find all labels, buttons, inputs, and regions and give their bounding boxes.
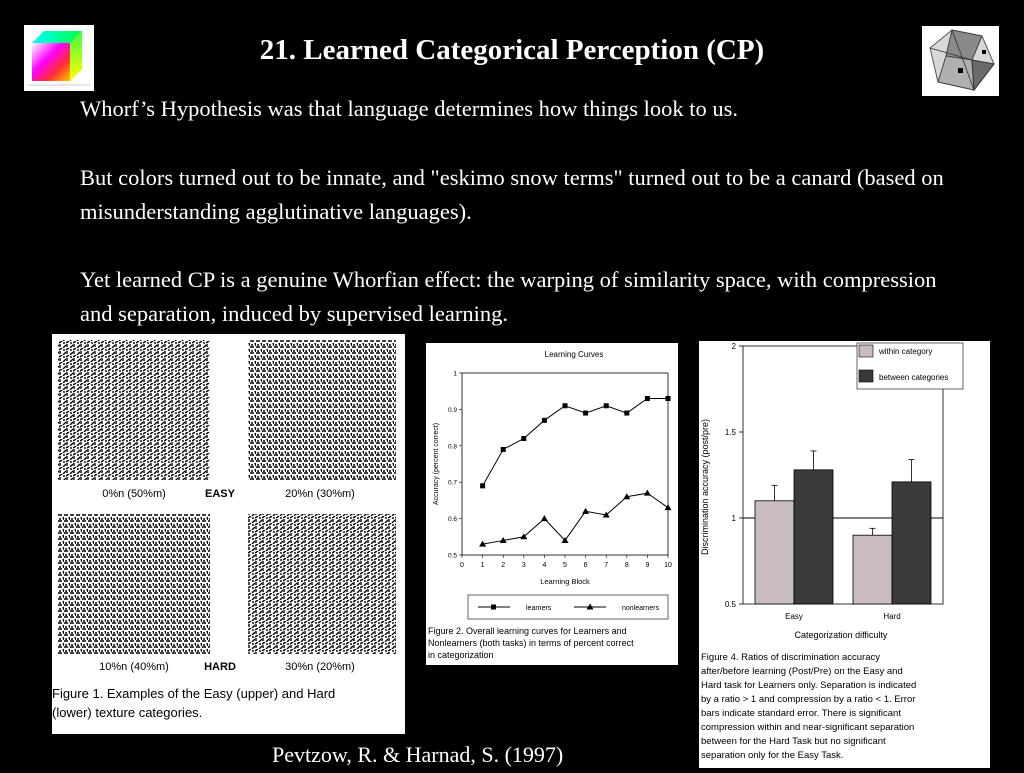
legend-within-swatch xyxy=(859,345,873,357)
label-easy-left: 0%n (50%m) xyxy=(102,488,166,500)
figure2-panel xyxy=(426,343,678,665)
plot-frame xyxy=(462,373,668,555)
x-tick-label: 6 xyxy=(583,562,588,569)
nonlearners-line xyxy=(483,493,668,544)
figure4-caption-line8: separation only for the Easy Task. xyxy=(701,750,844,761)
figure4-caption-line7: between for the Hard Task but no significant xyxy=(701,736,886,747)
learners-point xyxy=(521,436,526,441)
y-tick-label: 1 xyxy=(453,370,457,378)
bar-easy-within xyxy=(755,501,794,604)
learners-point xyxy=(583,411,588,416)
learners-line xyxy=(483,398,668,485)
figure4-panel xyxy=(699,341,990,768)
nonlearners-point xyxy=(644,490,651,496)
y-tick-label: 0.5 xyxy=(724,600,736,609)
x-tick-label: 0 xyxy=(460,562,464,569)
x-tick-label: 1 xyxy=(480,562,485,569)
texture-hard-10n xyxy=(58,514,210,654)
paragraph-colors: But colors turned out to be innate, and "eskimo snow terms" turned out to be a canard (based on misunderstanding agglutinative languages). xyxy=(80,165,944,224)
y-tick-label: 2 xyxy=(731,342,736,351)
x-tick-label: 8 xyxy=(624,562,629,569)
learners-point xyxy=(666,396,671,401)
legend-learners-label: learners xyxy=(526,605,552,612)
legend-between-label: between categories xyxy=(879,373,949,382)
x-tick-label: 3 xyxy=(521,562,526,569)
learners-point xyxy=(480,483,485,488)
bar-easy-between xyxy=(794,470,833,604)
figure4-caption-line4: by a ratio > 1 and compression by a ratio < 1. Error xyxy=(701,694,916,705)
figure2-caption-line2: Nonlearners (both tasks) in terms of percent correct xyxy=(428,638,634,648)
nonlearners-point xyxy=(541,515,548,521)
y-tick-label: 1 xyxy=(731,514,736,523)
y-tick-label: 0.6 xyxy=(447,516,457,524)
x-tick-label: 7 xyxy=(604,562,609,569)
x-tick-label: Hard xyxy=(883,612,901,621)
figure4-caption-line1: Figure 4. Ratios of discrimination accuracy xyxy=(701,652,880,663)
x-axis-label: Learning Block xyxy=(540,577,590,586)
x-tick-label: 2 xyxy=(501,562,506,569)
figure1-panel xyxy=(52,334,405,734)
label-hard: HARD xyxy=(204,661,236,673)
x-tick-label: 4 xyxy=(542,562,547,569)
y-tick-label: 0.5 xyxy=(447,552,457,560)
texture-hard-30n xyxy=(248,514,396,654)
figure1-caption-line1: Figure 1. Examples of the Easy (upper) and Hard xyxy=(52,686,336,701)
y-axis-label: Discrimination accuracy (post/pre) xyxy=(700,418,710,556)
label-easy: EASY xyxy=(205,488,235,500)
paragraph-whorf: Whorf’s Hypothesis was that language determines how things look to us. xyxy=(80,96,739,121)
nonlearners-point xyxy=(665,504,672,510)
figure4-caption-line3: Hard task for Learners only. Separation is indicated xyxy=(701,680,917,691)
chart-title: Learning Curves xyxy=(544,350,604,359)
learners-point xyxy=(604,403,609,408)
bar-hard-within xyxy=(853,535,892,604)
learners-point xyxy=(624,411,629,416)
nonlearners-point xyxy=(582,508,589,514)
y-tick-label: 1.5 xyxy=(724,428,736,437)
legend-within-label: within category xyxy=(879,347,933,356)
texture-examples-graphic xyxy=(52,334,405,734)
y-tick-label: 0.8 xyxy=(447,443,457,451)
figure1-caption-line2: (lower) texture categories. xyxy=(52,705,203,720)
learning-curves-chart xyxy=(426,343,678,665)
x-tick-label: 5 xyxy=(563,562,567,569)
bar-hard-between xyxy=(892,482,931,604)
slide-title: 21. Learned Categorical Perception (CP) xyxy=(259,34,765,66)
learners-point xyxy=(563,403,568,408)
citation: Pevtzow, R. & Harnad, S. (1997) xyxy=(272,742,564,767)
paragraph-learned-cp: Yet learned CP is a genuine Whorfian effect: the warping of similarity space, with compression and separation, induced by supervised learning. xyxy=(80,267,937,326)
figure4-caption-line2: after/before learning (Post/Pre) on the Easy and xyxy=(701,666,903,677)
texture-easy-0n xyxy=(58,340,210,480)
texture-easy-20n xyxy=(248,340,396,480)
figure4-caption-line5: bars indicate standard error. There is significant xyxy=(701,708,901,719)
x-tick-label: 10 xyxy=(664,562,672,569)
y-axis-label: Accuracy (percent correct) xyxy=(433,422,440,506)
figure2-caption-line3: in categorization xyxy=(428,650,494,660)
label-hard-right: 30%n (20%m) xyxy=(285,661,355,673)
discrimination-ratio-chart xyxy=(699,341,990,768)
learners-point xyxy=(542,418,547,423)
legend-nonlearners-label: nonlearners xyxy=(622,605,659,612)
learners-point xyxy=(645,396,650,401)
x-tick-label: Easy xyxy=(785,612,803,621)
y-tick-label: 0.7 xyxy=(447,479,457,487)
legend-learners-marker xyxy=(491,605,496,610)
y-tick-label: 0.9 xyxy=(447,406,457,414)
x-axis-label: Categorization difficulty xyxy=(794,630,888,640)
learners-point xyxy=(501,447,506,452)
legend-between-swatch xyxy=(859,370,873,382)
figure4-caption-line6: compression within and near-significant separation xyxy=(701,722,915,733)
label-easy-right: 20%n (30%m) xyxy=(285,488,355,500)
figure2-caption-line1: Figure 2. Overall learning curves for Learners and xyxy=(428,626,627,636)
label-hard-left: 10%n (40%m) xyxy=(99,661,169,673)
x-tick-label: 9 xyxy=(645,562,650,569)
